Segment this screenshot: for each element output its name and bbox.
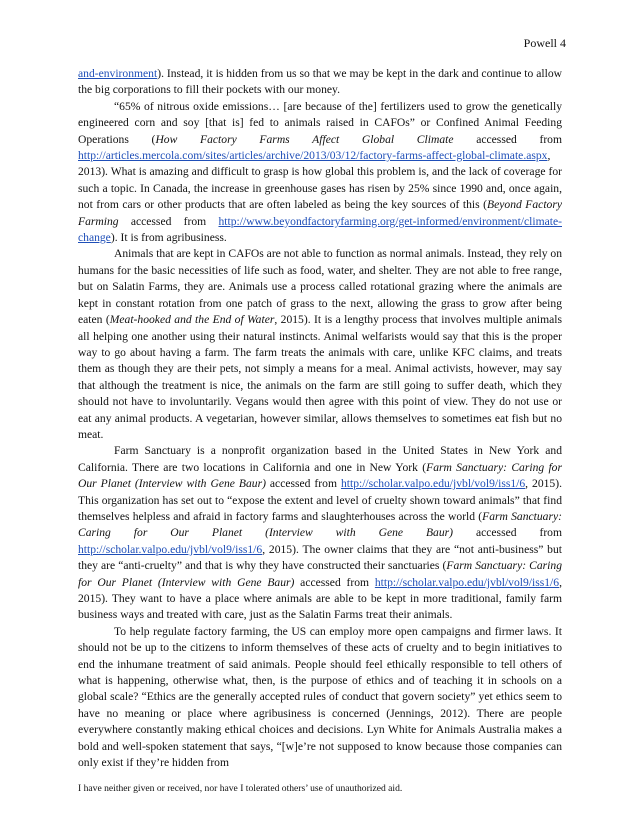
document-body — [78, 66, 562, 771]
source-title: Farm Sanctuary: Caring for Our Planet (Interview with Gene Baur) — [78, 460, 562, 491]
source-link[interactable]: http://www.beyondfactoryfarming.org/get-informed/environment/climate-change — [78, 214, 562, 245]
source-title: Farm Sanctuary: Caring for Our Planet (Interview with Gene Baur) — [78, 509, 562, 540]
source-link[interactable]: http://scholar.valpo.edu/jvbl/vol9/iss1/6 — [374, 575, 560, 589]
source-link[interactable]: http://scholar.valpo.edu/jvbl/vol9/iss1/6 — [78, 542, 263, 556]
source-link[interactable]: http://scholar.valpo.edu/jvbl/vol9/iss1/6 — [340, 477, 526, 491]
honor-code-footer: I have neither given or received, nor have I tolerated others’ use of unauthorized aid. — [78, 783, 403, 794]
paragraph-regulation: To help regulate factory farming, the US can employ more open campaigns and firmer laws. It should not be up to the citizens to inform themselves of these acts of cruelty and to begin initiatives to end the inhumane treatment of said animals. People should feel ethically responsible to tell others of what is happening, otherwise what, then, is the purpose of ethics and of teaching it in schools on a global scale? “Ethics are the generally accepted rules of conduct that govern society” yet ethics seem to have no meaning or place where agribusiness is concerned (Jennings, 2012). There are people everywhere constantly making ethical choices and decisions. Lyn White for Animals Australia makes a bold and well-spoken statement that says, “[w]e’re not supposed to know because those companies can only exist if they’re hidden from — [78, 624, 562, 770]
source-title: Meat-hooked and the End of Water — [109, 313, 275, 327]
paragraph-farm-sanctuary: Farm Sanctuary is a nonprofit organization based in the United States in New York and California. There are two locations in California and one in New York (Farm Sanctuary: Caring for Our Planet (Interview with Gene Baur) accessed from http://scholar.valpo.edu/jvbl/vol9/iss1/6, 2015). This organization has set out to “expose the extent and level of cruelty shown toward animals” that find themselves helpless and afraid in factory farms and slaughterhouses across the world (Farm Sanctuary: Caring for Our Planet (Interview with Gene Baur) accessed from http://scholar.valpo.edu/jvbl/vol9/iss1/6, 2015). The owner claims that they are “not anti-business” but they are “anti-cruelty” and that is why they have constructed their sanctuaries (Farm Sanctuary: Caring for Our Planet (Interview with Gene Baur) accessed from http://scholar.valpo.edu/jvbl/vol9/iss1/6, 2015). They want to have a place where animals are able to be kept in more traditional, family farm business ways and treated with care, just as the Salatin Farms treat their animals. — [78, 444, 562, 622]
source-link[interactable]: and-environment — [78, 67, 158, 80]
paragraph-emissions: “65% of nitrous oxide emissions… [are because of the] fertilizers used to grow the genetically engineered corn and soy [that is] fed to animals raised in CAFOs” or Confined Animal Feeding Operations (How Factory Farms Affect Global Climate accessed from http://articles.mercola.com/sites/articles/archive/2013/03/12/factory-farms-affect-global-climate.aspx, 2013). What is amazing and difficult to grasp is how global this problem is, and the lack of coverage for such a topic. In Canada, the increase in greenhouse gases has risen by 25% since 1990 and, once again, not from cars or other products that are often labeled as being the key sources of this (Beyond Factory Farming accessed from http://www.beyondfactoryfarming.org/get-informed/environment/climate-change). It is from agribusiness. — [78, 99, 563, 245]
source-title: How Factory Farms Affect Global Climate — [155, 132, 454, 146]
source-title: Farm Sanctuary: Caring for Our Planet (Interview with Gene Baur) — [78, 559, 562, 589]
source-title: Beyond Factory Farming — [78, 198, 562, 228]
page-header: Powell 4 — [523, 36, 566, 50]
paragraph-cafo-animals: Animals that are kept in CAFOs are not able to function as normal animals. Instead, they rely on humans for the basic necessities of life such as food, water, and shelter. They are not able to free range, but on Salatin Farms, they are. Animals use a process called rotational grazing where the animals are kept in constant rotation from one patch of grass to the next, allowing the grass to grow after being eaten (Meat-hooked and the End of Water, 2015). It is a lengthy process that involves multiple animals all helping one another using their natural instincts. Animal welfarists would say that this is the proper way to go about having a farm. The farm treats the animals with care, unlike KFC claims, and treats them as though they are their pets, not simply a means for a meal. Animal activists, however, may say that although the treatment is nice, the animals on the farm are still going to suffer death, which they should not have to involuntarily. Vegans would then agree with this point of view. They do not use or eat any animal products. A vegetarian, however similar, allows themselves to sometimes eat fish but no meat. — [78, 247, 563, 441]
paragraph-continuation: and-environment). Instead, it is hidden from us so that we may be kept in the dark and continue to allow the big corporations to fill their pockets with our money. — [78, 67, 562, 97]
source-link[interactable]: http://articles.mercola.com/sites/articles/archive/2013/03/12/factory-farms-affect-global-climate.aspx — [78, 149, 548, 163]
